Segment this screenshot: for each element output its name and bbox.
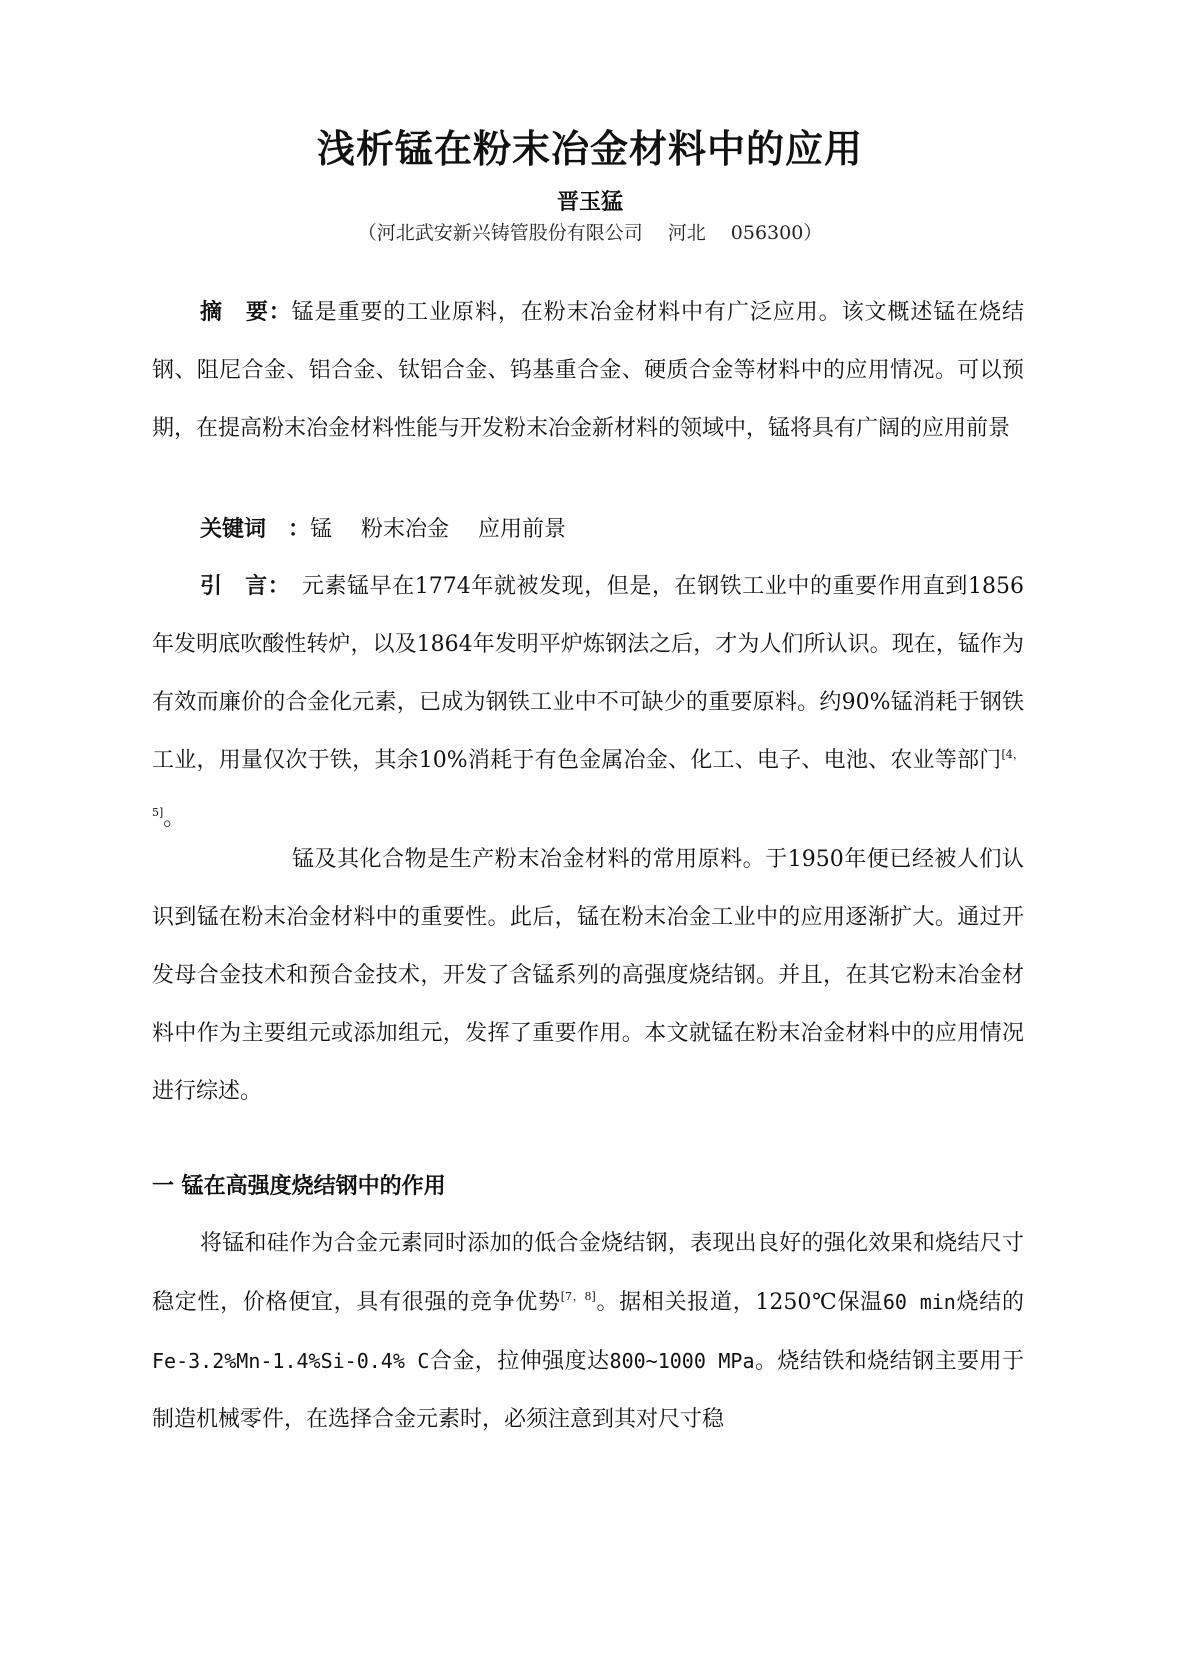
intro-paragraph bbox=[152, 557, 1024, 848]
section-1-paragraph bbox=[152, 1215, 1024, 1449]
hold-time: 60 min bbox=[882, 1290, 956, 1314]
paragraph-2-block bbox=[152, 831, 1024, 1121]
section-1-text-c: 烧结的 bbox=[955, 1290, 1024, 1315]
intro-text: 元素锰早在1774年就被发现，但是，在钢铁工业中的重要作用直到1856年发明底吹酸性转炉，以及1864年发明平炉炼钢法之后，才为人们所认识。现在，锰作为有效而廉价的合金化元素，已成为钢铁工业中不可缺少的重要原料。约90%锰消耗于钢铁工业，用量仅次于铁，其余10%消耗于有色金属冶金、化工、电子、电池、农业等部门 bbox=[152, 574, 1024, 773]
intro-citation: [4，5] bbox=[152, 748, 1024, 819]
section-heading: 一 锰在高强度烧结钢中的作用 bbox=[152, 1173, 446, 1199]
keywords-block bbox=[152, 500, 1024, 559]
intro-block bbox=[152, 557, 1024, 848]
abstract-block bbox=[152, 283, 1024, 458]
section-1-block bbox=[152, 1157, 1024, 1449]
tensile-strength: 800~1000 MPa bbox=[609, 1349, 755, 1373]
author-name: 晋玉猛 bbox=[556, 189, 623, 215]
abstract-label: 摘 要： bbox=[200, 299, 292, 325]
abstract-text: 锰是重要的工业原料，在粉末冶金材料中有广泛应用。该文概述锰在烧结钢、阻尼合金、铝合金、钛铝合金、钨基重合金、硬质合金等材料中的应用情况。可以预期，在提高粉末冶金材料性能与开发粉末冶金新材料的领域中，锰将具有广阔的应用前景 bbox=[152, 300, 1024, 441]
keywords-paragraph bbox=[152, 500, 1024, 559]
paper-title: 浅析锰在粉末冶金材料中的应用 bbox=[316, 126, 863, 171]
alloy-composition: Fe-3.2%Mn-1.4%Si-0.4% C bbox=[152, 1349, 430, 1373]
body-paragraph: 锰及其化合物是生产粉末冶金材料的常用原料。于1950年便已经被人们认识到锰在粉末冶金材料中的重要性。此后，锰在粉末冶金工业中的应用逐渐扩大。通过开发母合金技术和预合金技术，开发了含锰系列的高强度烧结钢。并且，在其它粉末冶金材料中作为主要组元或添加组元，发挥了重要作用。本文就锰在粉末冶金材料中的应用情况进行综述。 bbox=[152, 847, 1024, 1104]
abstract-paragraph bbox=[152, 283, 1024, 458]
section-1-text-d: 合金，拉伸强度达 bbox=[429, 1349, 610, 1374]
intro-label: 引 言： bbox=[200, 573, 280, 599]
section-1-text-a: 将锰和硅作为合金元素同时添加的低合金烧结钢，表现出良好的强化效果和烧结尺寸稳定性，价格便宜，具有很强的竞争优势 bbox=[152, 1231, 1024, 1315]
intro-end: 。 bbox=[163, 806, 186, 831]
section-1-text-e: 。烧结铁和烧结钢主要用于制造机械零件，在选择合金元素时，必须注意到其对尺寸稳 bbox=[152, 1349, 1024, 1432]
keywords-text: 锰 粉末冶金 应用前景 bbox=[310, 517, 567, 542]
keywords-label: 关键词 ： bbox=[200, 516, 311, 542]
author-affiliation: （河北武安新兴铸管股份有限公司 河北 056300） bbox=[357, 222, 823, 244]
section-1-text-b: 。据相关报道，1250℃保温 bbox=[595, 1290, 883, 1315]
section-1-citation: [7，8] bbox=[560, 1290, 596, 1303]
